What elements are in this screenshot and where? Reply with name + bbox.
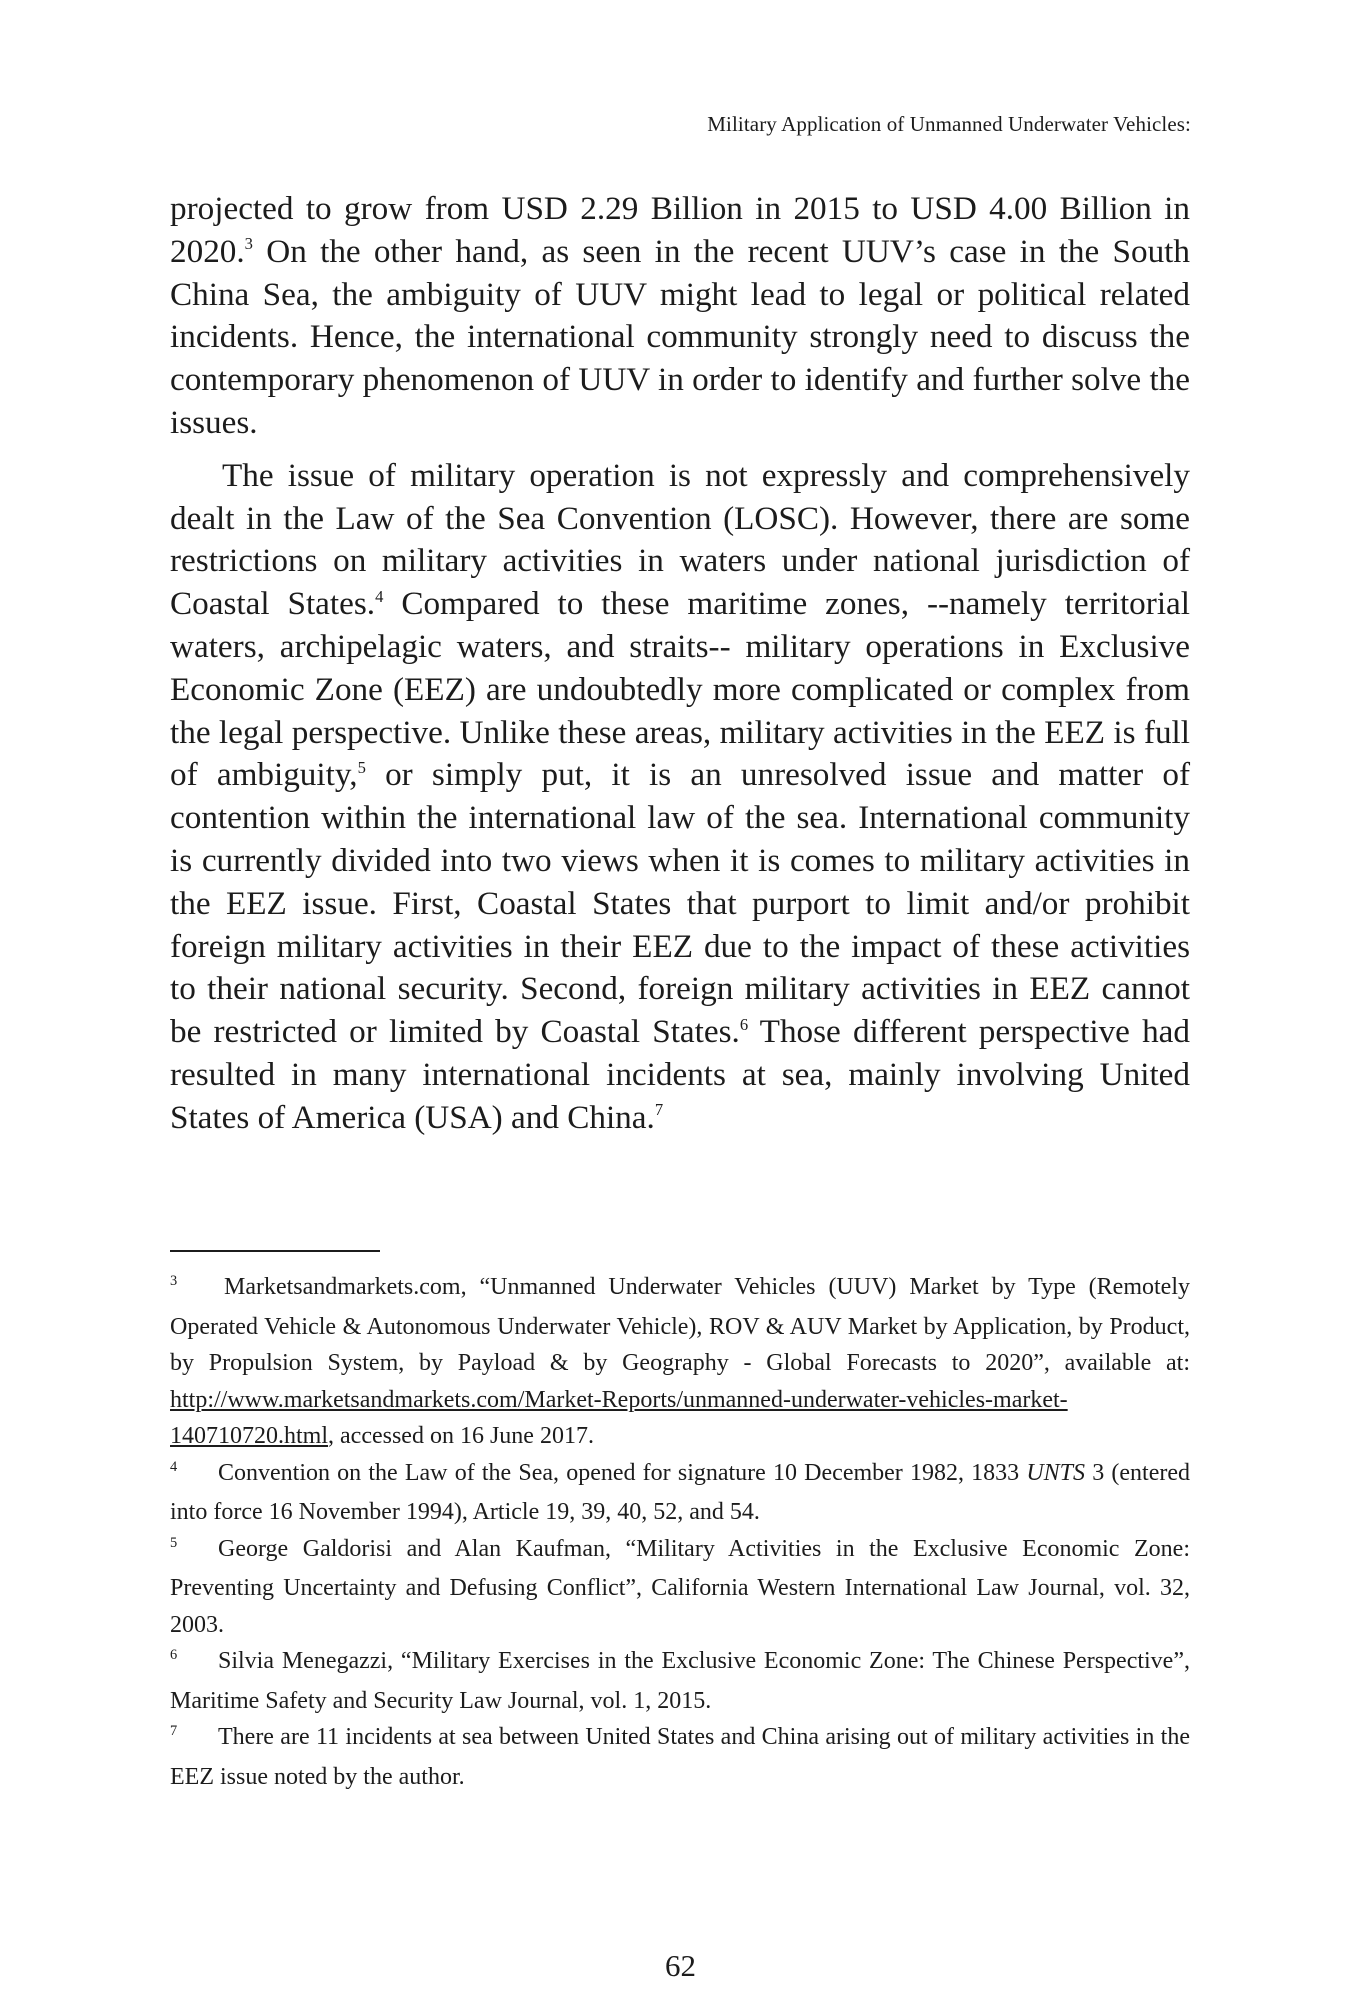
footnote-3 (170, 1269, 1190, 1455)
paragraph-2 (170, 455, 1190, 1140)
footnote-text: Marketsandmarkets.com, “Unmanned Underwater Vehicles (UUV) Market by Type (Remotely Operated Vehicle & Autonomous Underwater Vehicle), ROV & AUV Market by Application, by Product, by Propulsion System, by Payload & by Geography - Global Forecasts to 2020”, available at: (170, 1274, 1190, 1376)
footnote-text-end: , accessed on 16 June 2017. (328, 1423, 594, 1449)
footnote-text-end: 3 (entered into force 16 November 1994), Article 19, 39, 40, 52, and 54. (170, 1459, 1191, 1525)
paragraph-2-text-cont-2: or simply put, it is an unresolved issue and matter of contention within the international law of the sea. International community is currently divided into two views when it is comes to military activities in the EEZ issue. First, Coastal States that purport to limit and/or prohibit foreign military activities in their EEZ due to the impact of these activities to their national security. Second, foreign military activities in EEZ cannot be restricted or limited by Coastal States. (170, 756, 1190, 1051)
paragraph-2-text-cont: Compared to these maritime zones, --namely territorial waters, archipelagic waters, and straits-- military operations in Exclusive Economic Zone (EEZ) are undoubtedly more complicated or complex from the legal perspective. Unlike these areas, military activities in the EEZ is full of ambiguity, (170, 585, 1191, 794)
footnote-text: George Galdorisi and Alan Kaufman, “Military Activities in the Exclusive Economic Zone: Preventing Uncertainty and Defusing Conflict”, California Western International Law Journal, vol. 32, 2003. (170, 1535, 1190, 1638)
footnote-number: 5 (170, 1534, 178, 1551)
footnote-number: 7 (170, 1723, 178, 1740)
footnote-7 (170, 1719, 1190, 1795)
footnote-4 (170, 1455, 1190, 1531)
footnote-number: 3 (170, 1273, 178, 1290)
footnote-5 (170, 1531, 1190, 1644)
footnote-ref-5[interactable]: 5 (357, 757, 366, 777)
footnote-ref-3[interactable]: 3 (244, 234, 253, 254)
paragraph-2-text: The issue of military operation is not expressly and comprehensively dealt in the Law of the Sea Convention (LOSC). However, there are some restrictions on military activities in waters under national jurisdiction of Coastal States. (170, 456, 1190, 623)
footnote-divider (170, 1250, 380, 1252)
footnote-ref-6[interactable]: 6 (739, 1014, 749, 1034)
footnotes (170, 1269, 1190, 1795)
paragraph-2-text-cont-3: Those different perspective had resulted in many international incidents at sea, mainly involving United States of America (USA) and China. (170, 1013, 1190, 1136)
footnote-text: Silvia Menegazzi, “Military Exercises in the Exclusive Economic Zone: The Chinese Perspective”, Maritime Safety and Security Law Journal, vol. 1, 2015. (170, 1648, 1190, 1714)
page-number: 62 (665, 1948, 696, 1983)
paragraph-1-text: projected to grow from USD 2.29 Billion in 2015 to USD 4.00 Billion in 2020. (170, 190, 1190, 270)
footnote-text: There are 11 incidents at sea between United States and China arising out of military activities in the EEZ issue noted by the author. (170, 1724, 1190, 1790)
footnote-ref-4[interactable]: 4 (375, 586, 384, 606)
footnote-number: 4 (170, 1458, 178, 1475)
footnote-italic: UNTS (1026, 1459, 1086, 1486)
running-head: Military Application of Unmanned Underwater Vehicles: (707, 112, 1191, 136)
paragraph-1-text-cont: On the other hand, as seen in the recent UUV’s case in the South China Sea, the ambiguity of UUV might lead to legal or political related incidents. Hence, the international community strongly need to discuss the contemporary phenomenon of UUV in order to identify and further solve the issues. (170, 232, 1190, 441)
footnote-ref-7[interactable]: 7 (654, 1100, 664, 1120)
footnote-number: 6 (170, 1647, 178, 1664)
body-text (170, 188, 1190, 1140)
paragraph-1 (170, 188, 1190, 445)
footnote-6 (170, 1643, 1190, 1719)
footnote-text: Convention on the Law of the Sea, opened for signature 10 December 1982, 1833 (218, 1459, 1027, 1486)
footnote-link[interactable]: http://www.marketsandmarkets.com/Market-Reports/unmanned-underwater-vehicles-market-140710720.html (170, 1386, 1068, 1449)
